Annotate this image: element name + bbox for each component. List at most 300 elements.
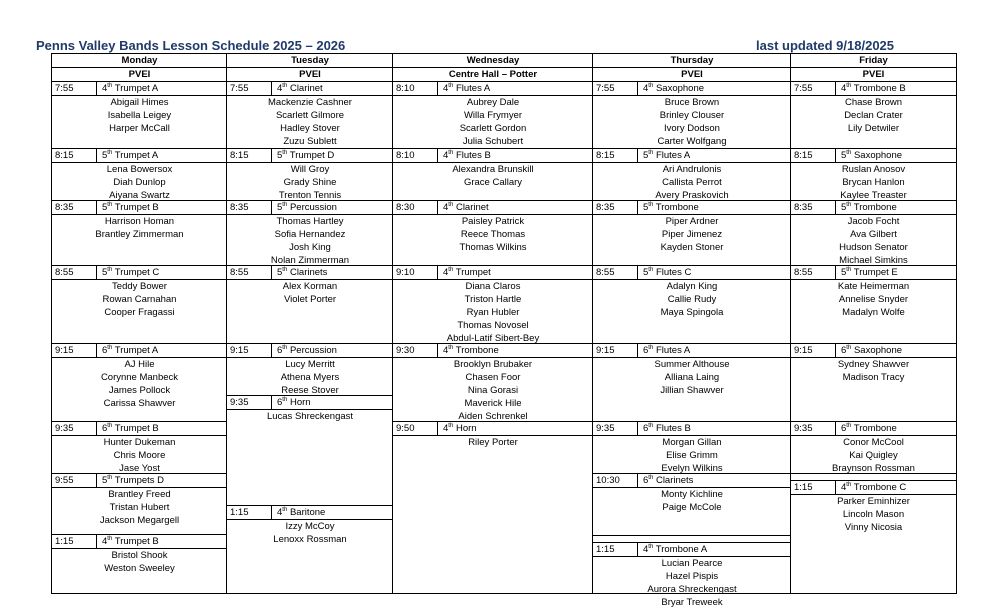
student-name: Ari Andrulonis: [662, 164, 722, 175]
student-list: [593, 488, 791, 514]
lesson-grade: 6: [277, 397, 283, 408]
student-name: Alexandra Brunskill: [452, 164, 534, 175]
lesson-grade: 4: [643, 83, 649, 94]
student-list: [393, 358, 593, 423]
lesson-instrument: Trumpet A: [112, 345, 159, 356]
ordinal-suffix: th: [282, 82, 288, 89]
student-name: Summer Althouse: [654, 359, 730, 370]
student-name: Lucian Pearce: [661, 558, 723, 569]
lesson-instrument: Trombone: [851, 202, 897, 213]
time-divider: [96, 201, 97, 214]
lesson-instrument: Flutes C: [653, 267, 692, 278]
lesson-name: [277, 266, 327, 279]
student-list: [393, 96, 593, 148]
lesson-time: 9:15: [794, 345, 813, 356]
lesson-name: [102, 344, 158, 357]
student-name: Lincoln Mason: [842, 509, 905, 520]
student-list: [227, 410, 393, 423]
lesson-grade: 4: [443, 150, 449, 161]
lesson-name: [102, 266, 159, 279]
lesson-header-row: [593, 422, 791, 436]
lesson-header-row: [593, 149, 791, 163]
ordinal-suffix: th: [648, 266, 654, 273]
student-name: Sydney Shawver: [837, 359, 910, 370]
student-name: Carissa Shawver: [103, 398, 176, 409]
lesson-grade: 4: [102, 83, 108, 94]
student-name: Aiden Schrenkel: [458, 411, 528, 422]
lesson-block: [52, 421, 227, 473]
student-name: Grace Callary: [463, 177, 523, 188]
lesson-time: 9:10: [396, 267, 415, 278]
student-list: [593, 436, 791, 475]
student-name: Hunter Dukeman: [103, 437, 176, 448]
lesson-header-row: [52, 344, 227, 358]
lesson-header-row: [227, 266, 393, 280]
student-name: Aiyana Swartz: [109, 190, 170, 201]
ordinal-suffix: th: [107, 266, 113, 273]
ordinal-suffix: th: [282, 344, 288, 351]
lesson-instrument: Flutes B: [653, 423, 691, 434]
lesson-instrument: Clarinet: [287, 83, 323, 94]
ordinal-suffix: th: [107, 535, 113, 542]
lesson-time: 8:35: [230, 202, 249, 213]
lesson-block: [593, 148, 791, 200]
lesson-instrument: Flutes A: [653, 150, 691, 161]
student-list: [593, 358, 791, 397]
student-name: Brooklyn Brubaker: [453, 359, 533, 370]
lesson-header-row: [593, 266, 791, 280]
time-divider: [271, 149, 272, 162]
ordinal-suffix: th: [448, 344, 454, 351]
lesson-instrument: Trumpet A: [112, 83, 159, 94]
ordinal-suffix: th: [107, 422, 113, 429]
ordinal-suffix: th: [846, 422, 852, 429]
student-name: Harrison Homan: [104, 216, 175, 227]
lesson-header-row: [227, 82, 393, 96]
ordinal-suffix: th: [846, 82, 852, 89]
student-name: Izzy McCoy: [285, 521, 335, 532]
lesson-instrument: Saxophone: [653, 83, 705, 94]
student-name: Lenoxx Rossman: [273, 534, 347, 545]
lesson-grade: 5: [841, 150, 847, 161]
last-updated-label: last updated 9/18/2025: [756, 38, 895, 53]
time-divider: [835, 481, 836, 494]
student-name: Monty Kichline: [661, 489, 723, 500]
student-list: [791, 436, 956, 475]
lesson-block: [227, 82, 393, 148]
day-column-friday: [790, 53, 957, 594]
ordinal-suffix: th: [648, 82, 654, 89]
student-name: Diah Dunlop: [113, 177, 166, 188]
lesson-instrument: Flutes A: [453, 83, 491, 94]
student-name: Chase Brown: [844, 97, 903, 108]
lesson-time: 8:55: [794, 267, 813, 278]
student-list: [393, 215, 593, 254]
lesson-block: [227, 265, 393, 343]
student-name: Kai Quigley: [849, 450, 898, 461]
lesson-header-row: [227, 506, 393, 520]
student-list: [52, 358, 227, 410]
student-list: [227, 96, 393, 148]
student-name: Elise Grimm: [666, 450, 718, 461]
ordinal-suffix: th: [648, 344, 654, 351]
lesson-block: [393, 343, 593, 421]
lesson-grade: 6: [643, 423, 649, 434]
lesson-name: [841, 344, 902, 357]
student-name: Ruslan Anosov: [841, 164, 906, 175]
time-divider: [96, 422, 97, 435]
student-name: Maya Spingola: [660, 307, 724, 318]
lesson-header-row: [593, 82, 791, 96]
lesson-grade: 5: [841, 267, 847, 278]
lesson-instrument: Trombone B: [851, 83, 906, 94]
time-divider: [835, 344, 836, 357]
lesson-grade: 6: [643, 475, 649, 486]
ordinal-suffix: th: [107, 474, 113, 481]
student-name: Brycan Hanlon: [842, 177, 905, 188]
student-list: [52, 549, 227, 575]
lesson-block: [393, 148, 593, 200]
time-divider: [637, 201, 638, 214]
lesson-name: [277, 396, 311, 409]
student-name: Braynson Rossman: [832, 463, 915, 474]
lesson-block: [791, 265, 956, 343]
lesson-block: [791, 343, 956, 421]
lesson-time: 9:30: [396, 345, 415, 356]
ordinal-suffix: th: [448, 149, 454, 156]
lesson-time: 1:15: [794, 482, 813, 493]
student-name: Lily Detwiler: [847, 123, 900, 134]
lesson-time: 8:55: [230, 267, 249, 278]
lesson-header-row: [393, 422, 593, 436]
student-name: Morgan Gillan: [662, 437, 722, 448]
day-header: Wednesday: [393, 54, 593, 68]
lesson-block: [52, 343, 227, 421]
lesson-time: 7:55: [794, 83, 813, 94]
lesson-block: [791, 421, 956, 473]
lesson-instrument: Trombone: [851, 423, 897, 434]
lesson-header-row: [52, 535, 227, 549]
student-name: Alex Korman: [282, 281, 338, 292]
lesson-name: [841, 266, 898, 279]
ordinal-suffix: th: [648, 422, 654, 429]
lesson-name: [443, 82, 490, 95]
student-list: [227, 163, 393, 202]
lesson-header-row: [791, 480, 956, 495]
lesson-name: [102, 474, 164, 487]
student-name: Corynne Manbeck: [100, 372, 179, 383]
lesson-schedule-table: [51, 53, 957, 608]
student-name: Lucy Merritt: [285, 359, 335, 370]
student-name: Thomas Hartley: [276, 216, 344, 227]
lesson-header-row: [227, 344, 393, 358]
time-divider: [271, 266, 272, 279]
lesson-header-row: [52, 266, 227, 280]
lesson-block: [593, 82, 791, 148]
student-list: [393, 280, 593, 345]
lesson-header-row: [52, 149, 227, 163]
lesson-name: [643, 474, 693, 487]
student-name: Jase Yost: [119, 463, 160, 474]
student-name: Bristol Shook: [111, 550, 168, 561]
time-divider: [835, 82, 836, 95]
student-name: Michael Simkins: [839, 255, 908, 266]
lesson-block: [52, 82, 227, 148]
lesson-header-row: [52, 474, 227, 488]
student-name: Harper McCall: [109, 123, 170, 134]
time-divider: [637, 422, 638, 435]
lesson-grade: 4: [443, 202, 449, 213]
lesson-header-row: [52, 201, 227, 215]
lesson-name: [643, 149, 690, 162]
student-name: Thomas Wilkins: [459, 242, 527, 253]
lesson-grade: 5: [643, 150, 649, 161]
lesson-instrument: Flutes A: [653, 345, 691, 356]
student-list: [791, 96, 956, 135]
student-name: Paisley Patrick: [461, 216, 525, 227]
student-name: Maverick Hile: [464, 398, 522, 409]
lesson-header-row: [52, 422, 227, 436]
lesson-block: [52, 200, 227, 265]
ordinal-suffix: th: [448, 201, 454, 208]
student-name: Jillian Shawver: [660, 385, 724, 396]
student-name: Kate Heimerman: [837, 281, 910, 292]
student-name: Ava Gilbert: [850, 229, 897, 240]
ordinal-suffix: th: [648, 474, 654, 481]
student-name: Scarlett Gordon: [459, 123, 527, 134]
time-divider: [96, 535, 97, 548]
lesson-header-row: [393, 82, 593, 96]
student-name: Julia Schubert: [462, 136, 524, 147]
time-divider: [271, 201, 272, 214]
student-name: Thomas Novosel: [457, 320, 529, 331]
student-list: [791, 215, 956, 267]
lesson-time: 1:15: [596, 544, 615, 555]
lesson-time: 7:55: [596, 83, 615, 94]
lesson-grade: 6: [841, 345, 847, 356]
lesson-block: [52, 473, 227, 534]
student-name: Ivory Dodson: [664, 123, 720, 134]
student-list: [791, 163, 956, 202]
lesson-block: [593, 265, 791, 343]
lesson-grade: 5: [102, 150, 108, 161]
page-title: Penns Valley Bands Lesson Schedule 2025 – 2026: [36, 38, 346, 53]
lesson-time: 9:15: [596, 345, 615, 356]
lesson-grade: 4: [277, 507, 283, 518]
student-list: [791, 358, 956, 384]
student-list: [52, 163, 227, 202]
lesson-time: 9:15: [55, 345, 74, 356]
student-name: Chris Moore: [113, 450, 166, 461]
lesson-block: [227, 505, 393, 564]
lesson-instrument: Trumpets D: [112, 475, 165, 486]
student-list: [593, 215, 791, 254]
lesson-header-row: [791, 344, 956, 358]
student-name: Callista Perrot: [662, 177, 722, 188]
student-name: Trenton Tennis: [278, 190, 342, 201]
lesson-block: [593, 473, 791, 535]
lesson-block: [393, 265, 593, 343]
student-name: Weston Sweeley: [104, 563, 175, 574]
time-divider: [637, 266, 638, 279]
lesson-grade: 6: [643, 345, 649, 356]
ordinal-suffix: th: [846, 201, 852, 208]
time-divider: [437, 201, 438, 214]
lesson-time: 9:35: [794, 423, 813, 434]
lesson-grade: 6: [841, 423, 847, 434]
lesson-grade: 5: [643, 267, 649, 278]
lesson-block: [52, 534, 227, 594]
student-list: [593, 96, 791, 148]
lesson-time: 9:35: [230, 397, 249, 408]
student-name: Ryan Hubler: [466, 307, 520, 318]
student-list: [227, 520, 393, 546]
lesson-time: 8:15: [794, 150, 813, 161]
lesson-name: [643, 543, 707, 556]
lesson-name: [643, 266, 691, 279]
lesson-instrument: Trombone A: [653, 544, 708, 555]
student-name: Hazel Pispis: [665, 571, 719, 582]
lesson-name: [277, 149, 334, 162]
day-header: Tuesday: [227, 54, 393, 68]
time-divider: [637, 344, 638, 357]
student-name: Will Groy: [290, 164, 330, 175]
lesson-name: [841, 481, 906, 494]
time-divider: [96, 474, 97, 487]
student-name: Teddy Bower: [112, 281, 167, 292]
ordinal-suffix: th: [846, 481, 852, 488]
ordinal-suffix: th: [282, 266, 288, 273]
lesson-instrument: Trombone: [453, 345, 499, 356]
time-divider: [96, 82, 97, 95]
lesson-block: [593, 343, 791, 421]
lesson-instrument: Baritone: [287, 507, 326, 518]
student-name: Aurora Shreckengast: [647, 584, 737, 595]
student-name: Declan Crater: [844, 110, 903, 121]
location-header: PVEI: [791, 68, 956, 82]
student-list: [791, 495, 956, 534]
lesson-instrument: Trombone: [653, 202, 699, 213]
student-name: Willa Frymyer: [463, 110, 523, 121]
lesson-time: 8:15: [55, 150, 74, 161]
time-divider: [271, 506, 272, 519]
student-name: Zuzu Sublett: [283, 136, 337, 147]
lesson-block: [52, 265, 227, 343]
lesson-instrument: Trumpet A: [112, 150, 159, 161]
lesson-name: [643, 422, 691, 435]
ordinal-suffix: th: [846, 149, 852, 156]
lesson-instrument: Trumpet B: [112, 536, 159, 547]
ordinal-suffix: th: [107, 149, 113, 156]
student-list: [593, 163, 791, 202]
lesson-instrument: Flutes B: [453, 150, 491, 161]
lesson-name: [443, 344, 499, 357]
student-name: Chasen Foor: [465, 372, 521, 383]
lesson-header-row: [791, 201, 956, 215]
ordinal-suffix: th: [107, 82, 113, 89]
lesson-header-row: [791, 422, 956, 436]
location-header: Centre Hall – Potter: [393, 68, 593, 82]
student-name: Rowan Carnahan: [102, 294, 177, 305]
student-name: Mackenzie Cashner: [268, 97, 352, 108]
student-name: Piper Jimenez: [661, 229, 723, 240]
time-divider: [835, 266, 836, 279]
lesson-instrument: Horn: [287, 397, 311, 408]
student-name: Reece Thomas: [460, 229, 526, 240]
time-divider: [637, 82, 638, 95]
student-name: Abigail Himes: [110, 97, 169, 108]
lesson-name: [102, 149, 158, 162]
time-divider: [835, 422, 836, 435]
student-list: [393, 436, 593, 449]
lesson-name: [443, 422, 477, 435]
lesson-instrument: Trumpet: [453, 267, 491, 278]
lesson-header-row: [393, 149, 593, 163]
student-name: Diana Claros: [465, 281, 521, 292]
lesson-time: 8:55: [596, 267, 615, 278]
lesson-header-row: [593, 344, 791, 358]
lesson-name: [643, 344, 690, 357]
lesson-grade: 4: [277, 83, 283, 94]
ordinal-suffix: th: [648, 149, 654, 156]
student-name: Nina Gorasi: [467, 385, 519, 396]
lesson-grade: 4: [443, 423, 449, 434]
lesson-name: [277, 201, 337, 214]
student-list: [393, 163, 593, 189]
student-list: [52, 436, 227, 475]
lesson-name: [643, 201, 699, 214]
lesson-time: 9:35: [596, 423, 615, 434]
lesson-name: [102, 82, 158, 95]
day-header: Thursday: [593, 54, 791, 68]
student-name: Piper Ardner: [665, 216, 719, 227]
lesson-time: 9:15: [230, 345, 249, 356]
student-name: Parker Eminhizer: [837, 496, 910, 507]
student-list: [791, 280, 956, 319]
student-name: Cooper Fragassi: [104, 307, 175, 318]
student-list: [52, 488, 227, 527]
lesson-header-row: [791, 266, 956, 280]
student-name: Madison Tracy: [842, 372, 905, 383]
day-column-monday: [51, 53, 227, 594]
time-divider: [96, 149, 97, 162]
lesson-time: 9:35: [55, 423, 74, 434]
lesson-instrument: Trumpet E: [851, 267, 898, 278]
lesson-block: [791, 200, 956, 265]
student-name: Hudson Senator: [839, 242, 908, 253]
lesson-instrument: Horn: [453, 423, 477, 434]
student-name: Evelyn Wilkins: [661, 463, 723, 474]
student-name: Isabella Leigey: [107, 110, 172, 121]
lesson-time: 8:35: [794, 202, 813, 213]
student-list: [52, 280, 227, 319]
lesson-name: [443, 266, 491, 279]
lesson-grade: 5: [102, 475, 108, 486]
lesson-instrument: Trumpet D: [287, 150, 335, 161]
lesson-header-row: [52, 82, 227, 96]
student-name: Jackson Megargell: [99, 515, 180, 526]
lesson-time: 8:15: [230, 150, 249, 161]
lesson-header-row: [393, 201, 593, 215]
student-list: [593, 557, 791, 609]
student-name: Carter Wolfgang: [657, 136, 727, 147]
student-name: Athena Myers: [280, 372, 340, 383]
lesson-header-row: [393, 266, 593, 280]
student-name: Conor McCool: [843, 437, 904, 448]
student-name: Jacob Focht: [847, 216, 900, 227]
ordinal-suffix: th: [448, 266, 454, 273]
lesson-time: 8:10: [396, 83, 415, 94]
